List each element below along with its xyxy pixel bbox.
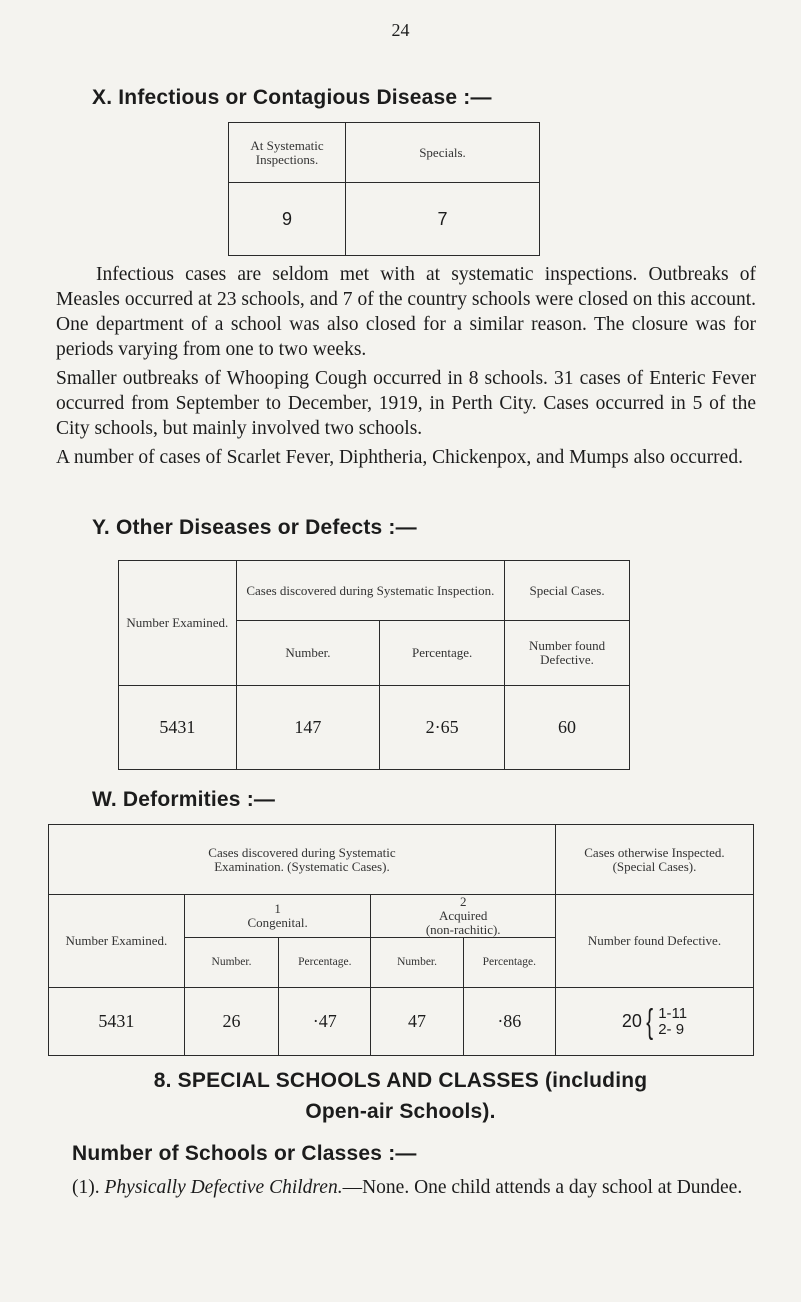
- number-examined-header: Number Examined.: [49, 895, 185, 988]
- acquired-header: [371, 895, 556, 938]
- special-defective-value: [555, 988, 753, 1056]
- congenital-label: Congenital.: [247, 915, 308, 930]
- number-value: 147: [236, 686, 379, 770]
- congenital-index: 1: [274, 901, 281, 916]
- deformities-table: [48, 824, 754, 1056]
- curly-brace-icon: {: [646, 1002, 653, 1041]
- section-x-heading: X. Infectious or Contagious Disease :—: [92, 86, 492, 109]
- acquired-index: 2: [459, 894, 467, 909]
- congenital-number-value: 26: [184, 988, 278, 1056]
- systematic-cases-header: Cases discovered during Systematic Examination. (Systematic Cases).: [49, 825, 556, 895]
- congenital-header: [184, 895, 371, 938]
- special-split-2: 2- 9: [658, 1020, 685, 1038]
- paragraph-infectious: Infectious cases are seldom met with at systematic inspections. Outbreaks of Measles occurred at 23 schools, and 7 of the country schools were closed on this account. One department of a school was also closed for a similar reason. The closure was for periods varying from one to two weeks.: [56, 264, 756, 360]
- number-header: Number.: [236, 621, 379, 686]
- infectious-table: [228, 122, 540, 256]
- special-cases-header: Cases otherwise Inspected. (Special Cases).: [555, 825, 753, 895]
- section-8-heading-line2: Open-air Schools).: [305, 1100, 496, 1123]
- section-8-heading: 8. SPECIAL SCHOOLS AND CLASSES (including: [153, 1069, 648, 1092]
- other-diseases-table: [118, 560, 630, 770]
- number-examined-value: 5431: [49, 988, 185, 1056]
- special-split-1: 1-11: [658, 1004, 688, 1022]
- congenital-number-header: Number.: [184, 938, 278, 988]
- percentage-value: 2·65: [380, 686, 505, 770]
- acquired-percentage-header: Percentage.: [463, 938, 555, 988]
- page-number: 24: [391, 20, 410, 40]
- special-total: 20: [621, 1011, 642, 1031]
- congenital-percentage-value: ·47: [279, 988, 371, 1056]
- specials-header: Specials.: [346, 123, 540, 183]
- defective-value: 60: [505, 686, 630, 770]
- item-physically-defective: [56, 1175, 756, 1200]
- systematic-value: 9: [229, 183, 346, 256]
- item-title: Physically Defective Children.: [104, 1177, 343, 1198]
- paragraph-scarlet-fever: A number of cases of Scarlet Fever, Diphtheria, Chickenpox, and Mumps also occurred.: [56, 447, 743, 468]
- acquired-percentage-value: ·86: [463, 988, 555, 1056]
- number-examined-value: 5431: [119, 686, 237, 770]
- number-found-defective-header: Number found Defective.: [555, 895, 753, 988]
- acquired-label: Acquired: [439, 908, 488, 923]
- acquired-note: (non-rachitic).: [425, 922, 501, 937]
- number-examined-header: Number Examined.: [119, 561, 237, 686]
- systematic-header: At Systematic Inspections.: [229, 123, 346, 183]
- percentage-header: Percentage.: [380, 621, 505, 686]
- acquired-number-header: Number.: [371, 938, 463, 988]
- special-cases-header: Special Cases.: [505, 561, 630, 621]
- item-number: (1).: [72, 1177, 100, 1198]
- congenital-percentage-header: Percentage.: [279, 938, 371, 988]
- item-text: —None. One child attends a day school at Dundee.: [342, 1177, 743, 1198]
- section-8-subheading: Number of Schools or Classes :—: [72, 1142, 417, 1165]
- acquired-number-value: 47: [371, 988, 463, 1056]
- section-y-heading: Y. Other Diseases or Defects :—: [92, 516, 417, 539]
- paragraph-whooping-cough: Smaller outbreaks of Whooping Cough occurred in 8 schools. 31 cases of Enteric Fever occurred from September to December, 1919, in Perth City. Cases occurred in 5 of the City schools, but mainly involved two schools.: [56, 368, 756, 439]
- specials-value: 7: [346, 183, 540, 256]
- cases-discovered-header: Cases discovered during Systematic Inspection.: [236, 561, 504, 621]
- section-w-heading: W. Deformities :—: [92, 788, 276, 811]
- number-found-defective-header: Number found Defective.: [505, 621, 630, 686]
